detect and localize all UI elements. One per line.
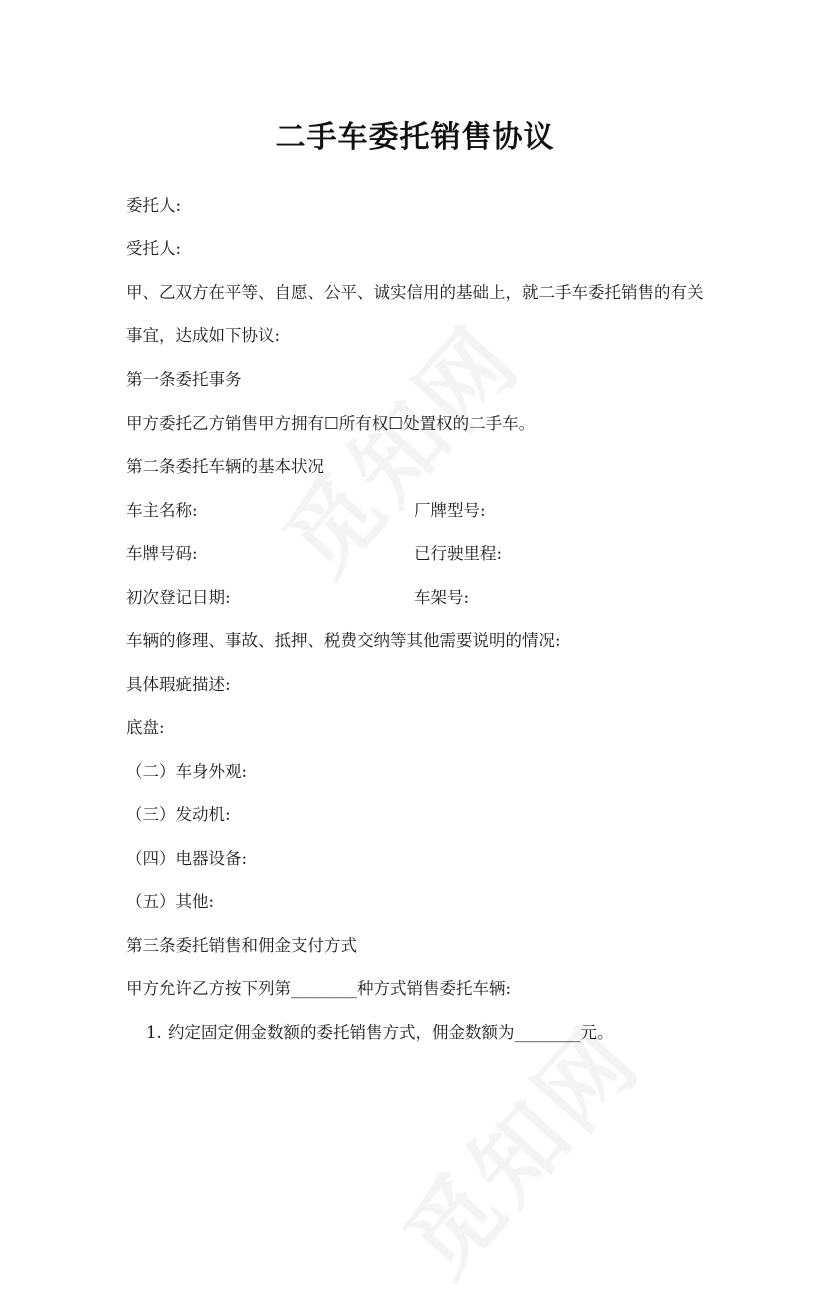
other-label: （五）其他: <box>126 892 215 911</box>
body-exterior-label: （二）车身外观: <box>126 762 248 781</box>
list-item-number: 1. <box>146 1023 162 1042</box>
defect-description-label: 具体瑕疵描述: <box>126 675 231 694</box>
intro-paragraph-line1: 甲、乙双方在平等、自愿、公平、诚实信用的基础上，就二手车委托销售的有关 <box>126 283 704 302</box>
electrical-equipment-label: （四）电器设备: <box>126 849 248 868</box>
engine-label: （三）发动机: <box>126 805 231 824</box>
article1-heading: 第一条委托事务 <box>126 370 242 389</box>
article2-heading: 第二条委托车辆的基本状况 <box>126 457 324 476</box>
chassis-label: 底盘: <box>126 718 165 737</box>
intro-paragraph-line2: 事宜，达成如下协议: <box>126 326 281 345</box>
article1-text: 甲方委托乙方销售甲方拥有☐所有权☐处置权的二手车。 <box>126 414 536 433</box>
condition-note: 车辆的修理、事故、抵押、税费交纳等其他需要说明的情况: <box>126 631 561 650</box>
consignee-label: 受托人: <box>126 239 182 258</box>
list-item-text: 约定固定佣金数额的委托销售方式，佣金数额为________元。 <box>168 1023 614 1042</box>
mileage-field: 已行驶里程: <box>414 544 503 563</box>
owner-name-field: 车主名称: <box>126 501 198 520</box>
first-registration-date-field: 初次登记日期: <box>126 588 231 607</box>
frame-number-field: 车架号: <box>414 588 470 607</box>
article3-heading: 第三条委托销售和佣金支付方式 <box>126 936 357 955</box>
consignor-label: 委托人: <box>126 196 182 215</box>
document-title: 二手车委托销售协议 <box>275 120 555 155</box>
plate-number-field: 车牌号码: <box>126 544 198 563</box>
brand-model-field: 厂牌型号: <box>414 501 486 520</box>
article3-text: 甲方允许乙方按下列第________种方式销售委托车辆: <box>126 979 512 998</box>
